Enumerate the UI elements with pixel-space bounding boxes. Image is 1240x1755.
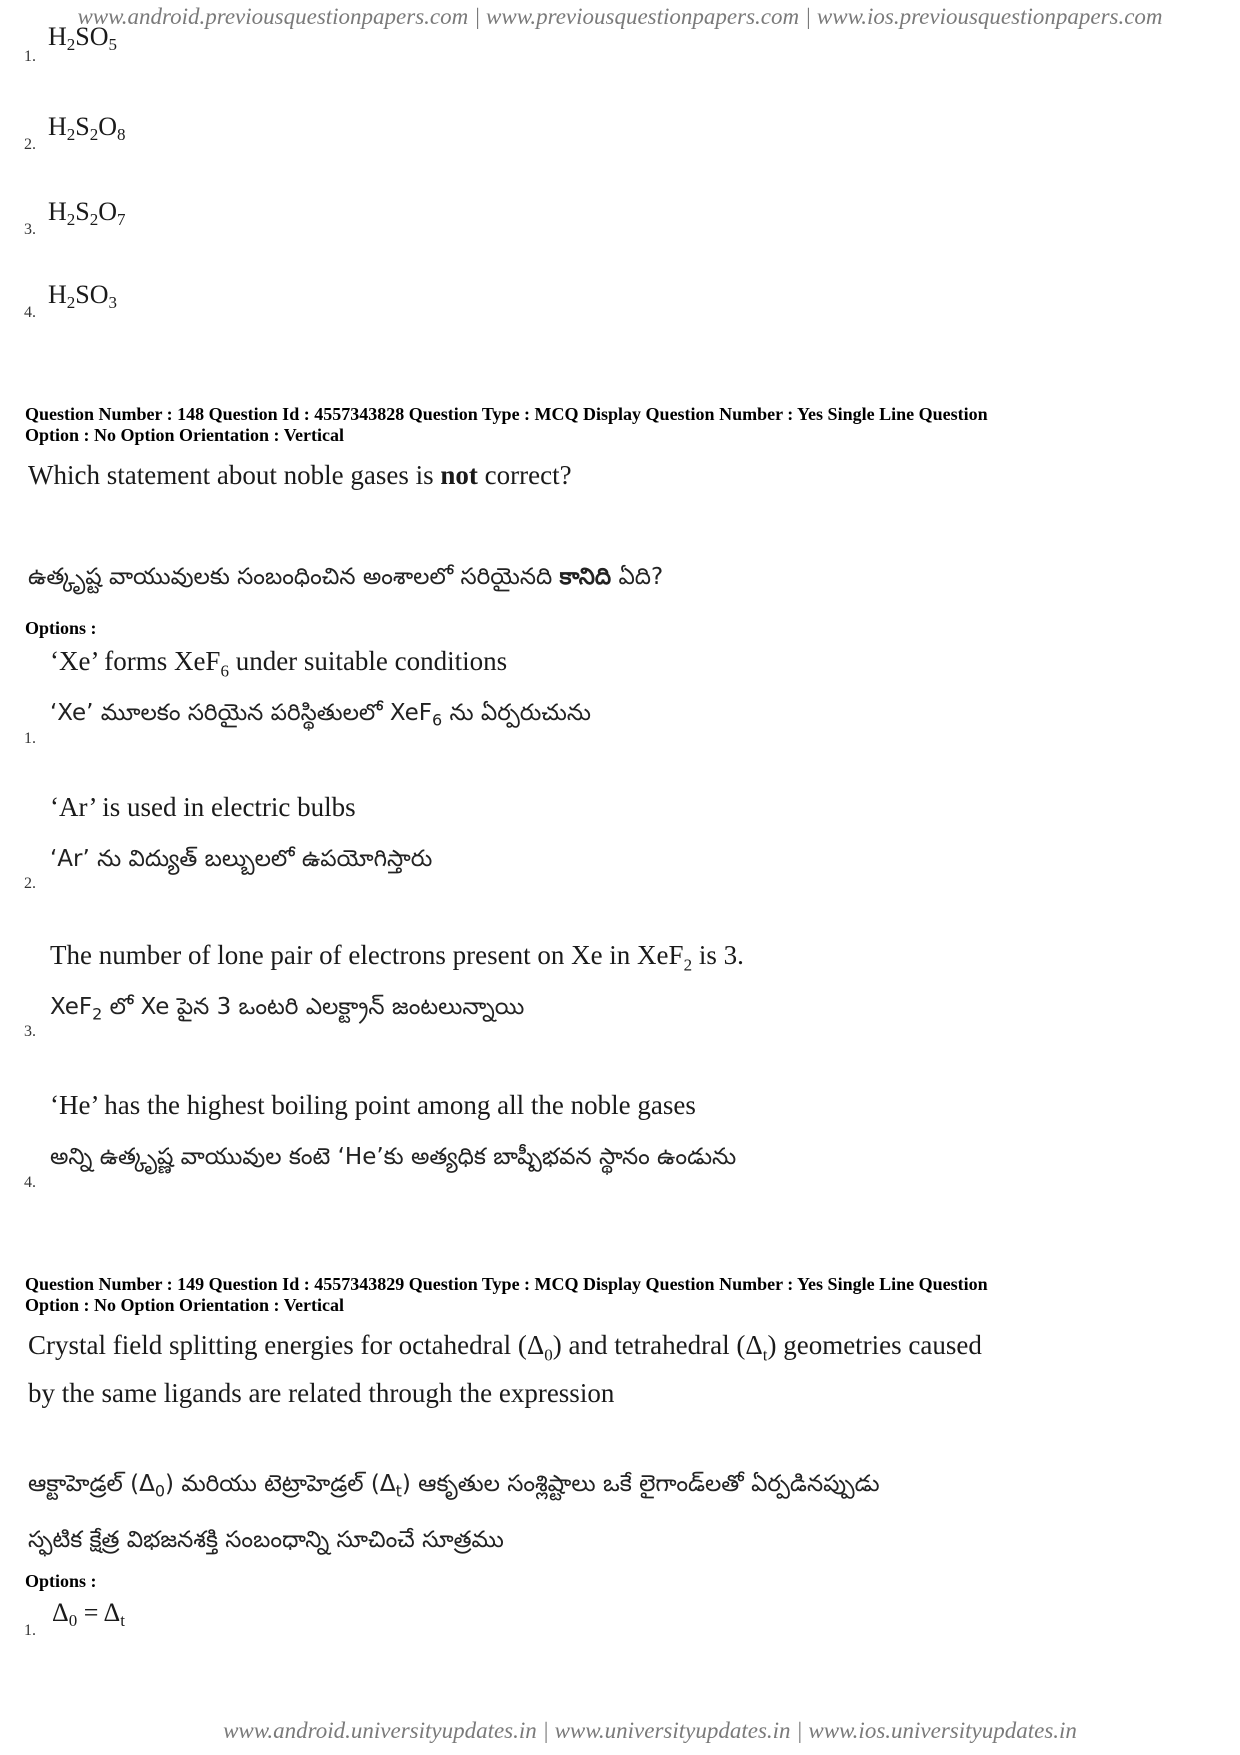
option-text-en: ‘Xe’ forms XeF$_6$ under suitable conditions bbox=[50, 646, 508, 681]
question-text-te-148: ఉత్కృష్ట వాయువులకు సంబంధించిన అంశాలలో సరియైనది కానిది ఏది? bbox=[28, 564, 664, 590]
option-text-te: XeF$_2$ లో Xe పైన 3 ఒంటరి ఎలక్ట్రాన్ జంటలున్నాయి bbox=[50, 994, 525, 1024]
watermark-top: www.android.previousquestionpapers.com | www.previousquestionpapers.com | www.ios.previousquestionpapers.com bbox=[77, 4, 1163, 29]
option-formula: $H_2SO_3$ bbox=[48, 280, 118, 312]
options-label: Options : bbox=[25, 1571, 97, 1591]
question-meta-148: Question Number : 148 Question Id : 4557343828 Question Type : MCQ Display Question Number : Yes Single Line Question Option : No Option Orientation : Vertical bbox=[25, 404, 988, 445]
question-text-en-148: Which statement about noble gases is not correct? bbox=[28, 460, 572, 490]
question-text-te-149: ఆక్టాహెడ్రల్ $(\Delta_0)$ మరియు టెట్రాహెడ్రల్ $(\Delta_t)$ ఆకృతుల సంశ్లిష్టాలు ఒకే లైగాండ్‌లతో ఏర్పడినప్పుడు స్ఫటిక క్షేత్ర విభజనశక్తి సంబంధాన్ని సూచించే సూత్రము bbox=[28, 1471, 880, 1553]
option-number: 2. bbox=[24, 136, 36, 153]
watermark-bottom: www.android.universityupdates.in | www.universityupdates.in | www.ios.universityupdates.in bbox=[223, 1718, 1077, 1743]
option-number: 1. bbox=[24, 730, 36, 747]
option-text-en: ‘Ar’ is used in electric bulbs bbox=[50, 792, 356, 822]
options-label: Options : bbox=[25, 618, 97, 638]
option-number: 3. bbox=[24, 1023, 36, 1040]
option-text-te: ‘Xe’ మూలకం సరియైన పరిస్థితులలో XeF$_6$ ను ఏర్పరుచును bbox=[50, 700, 591, 730]
option-formula: $H_2S_2O_8$ bbox=[48, 112, 126, 144]
option-text-te: అన్ని ఉత్కృష్ణ వాయువుల కంటె ‘He’కు అత్యధిక బాష్పీభవన స్థానం ఉండును bbox=[50, 1144, 737, 1170]
option-formula: $H_2S_2O_7$ bbox=[48, 197, 126, 229]
option-number: 4. bbox=[24, 304, 36, 321]
option-formula: $\Delta_0 = \Delta_t$ bbox=[52, 1598, 125, 1630]
option-number: 3. bbox=[24, 221, 36, 238]
option-text-en: The number of lone pair of electrons present on Xe in XeF$_2$ is 3. bbox=[50, 940, 744, 975]
option-formula: $H_2SO_5$ bbox=[48, 22, 118, 54]
option-number: 1. bbox=[24, 1622, 36, 1639]
option-number: 4. bbox=[24, 1174, 36, 1191]
question-meta-149: Question Number : 149 Question Id : 4557343829 Question Type : MCQ Display Question Number : Yes Single Line Question Option : No Option Orientation : Vertical bbox=[25, 1274, 988, 1315]
question-text-en-149: Crystal field splitting energies for octahedral $(\Delta_0)$ and tetrahedral $(\Delta_t)$ geometries caused by the same ligands are related through the expression bbox=[28, 1330, 982, 1409]
option-text-en: ‘He’ has the highest boiling point among all the noble gases bbox=[50, 1090, 696, 1120]
option-number: 2. bbox=[24, 875, 36, 892]
option-number: 1. bbox=[24, 48, 36, 65]
option-text-te: ‘Ar’ ను విద్యుత్ బల్బులలో ఉపయోగిస్తారు bbox=[50, 846, 433, 872]
